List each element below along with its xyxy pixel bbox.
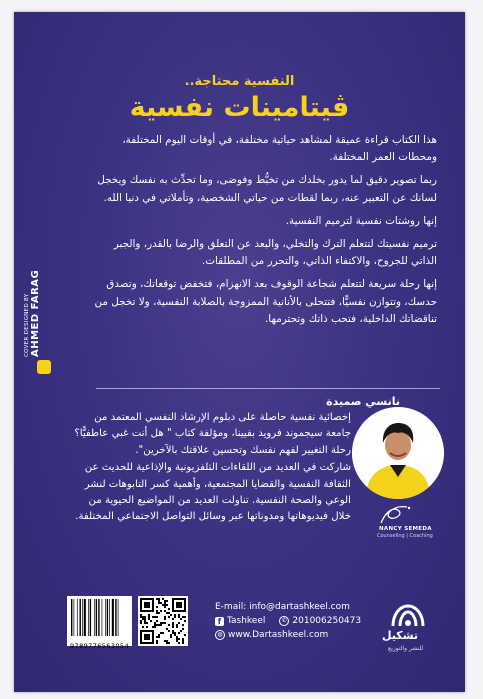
author-brand-name: NANCY SEMEDA xyxy=(379,526,432,532)
bio-paragraph: شاركت في العديد من اللقاءات التلفزيونية والإذاعية للحديث عن الثقافة النفسية والقضايا المجتمعية، وأهمية كسر التابوهات لنشر الوعي والصحة النفسية. تناولت العديد من المواضيع الحيوية من خلال فيديوهاتها ومدوناتها عبر وسائل التواصل الاجتماعي المختلفة. xyxy=(75,462,351,523)
designer-logo-icon xyxy=(37,360,51,374)
whatsapp-icon: ✆ xyxy=(279,616,289,626)
qr-code xyxy=(138,596,188,646)
publisher-name: تشكيل xyxy=(382,629,419,642)
description-paragraph: هذا الكتاب قراءة عميقة لمشاهد حياتية مختلفة، في أوقات اليوم المختلفة، ومحطات العمر المختلفة. xyxy=(122,134,437,164)
isbn-barcode xyxy=(67,596,132,650)
cover-designer-credit xyxy=(24,270,41,357)
email-link[interactable]: E-mail: info@dartashkeel.com xyxy=(215,602,350,612)
facebook-handle[interactable]: Tashkeel xyxy=(227,616,266,626)
description-paragraph: إنها رحلة سريعة لتتعلم شجاعة الوقوف بعد الانهزام، فتخفض توقعاتك، وتصدق حدسك، وتتوازن نفسيًّا، فتتحلى بالأنانية الممزوجة بالصلابة النفسية، ولا تخجل من تناقضاتك الداخلية، فتحب ذاتك وتحترمها. xyxy=(94,278,437,325)
author-name: نانسي صميدة xyxy=(326,395,400,408)
book-description xyxy=(87,132,437,334)
credit-label: COVER DESIGNED BY xyxy=(24,293,30,357)
book-title: ڤيتامينات نفسية xyxy=(129,92,350,123)
author-photo xyxy=(352,407,444,499)
publisher-logo xyxy=(385,600,431,630)
phone-number[interactable]: 201006250473 xyxy=(292,616,362,626)
book-back-cover xyxy=(14,12,465,692)
contact-email xyxy=(215,600,361,614)
publisher-subtitle: للنشر والتوزيع xyxy=(388,645,424,652)
description-paragraph: إنها روشتات نفسية لترميم النفسية. xyxy=(285,214,437,227)
facebook-icon: f xyxy=(215,617,224,626)
website-link[interactable]: www.Dartashkeel.com xyxy=(228,630,329,640)
contact-website xyxy=(215,628,361,642)
barcode-number: 9789776563054 xyxy=(70,642,129,650)
author-brand-subtitle: Counseling | Coaching xyxy=(377,533,433,539)
globe-icon: ◍ xyxy=(215,630,225,640)
bio-paragraph: إخصائية نفسية حاصلة على دبلوم الإرشاد النفسي المعتمد من جامعة سيجموند فرويد بفيينا، ومؤلفة كتاب " هل أنت غبي عاطفيًّا؟ رحلة التغيير لفهم نفسك وتحسين علاقتك بالآخرين". xyxy=(74,412,351,456)
contact-social-row xyxy=(215,614,361,628)
publisher-contact xyxy=(215,600,361,642)
description-paragraph: ترميم نفسيتك لتتعلم الترك والتخلي، والبعد عن التعلق والرضا بالقدر، والجبر الذاتي للجروح، والاكتفاء الذاتي، والتحرر من المطلقات. xyxy=(113,238,437,268)
description-paragraph: ربما تصوير دقيق لما يدور بخلدك من تخبُّط وفوضى، وما تحدِّث به نفسك ويخجل لسانك عن التعبير عنه، ربما لقطات من حياتي الشخصية، وتأملاتي في دنيا الله. xyxy=(97,174,437,204)
author-bio xyxy=(72,410,351,527)
section-divider xyxy=(96,388,440,389)
credit-designer-name: AHMED FARAG xyxy=(30,269,41,357)
book-supertitle: النفسية محتاجة.. xyxy=(184,74,295,89)
